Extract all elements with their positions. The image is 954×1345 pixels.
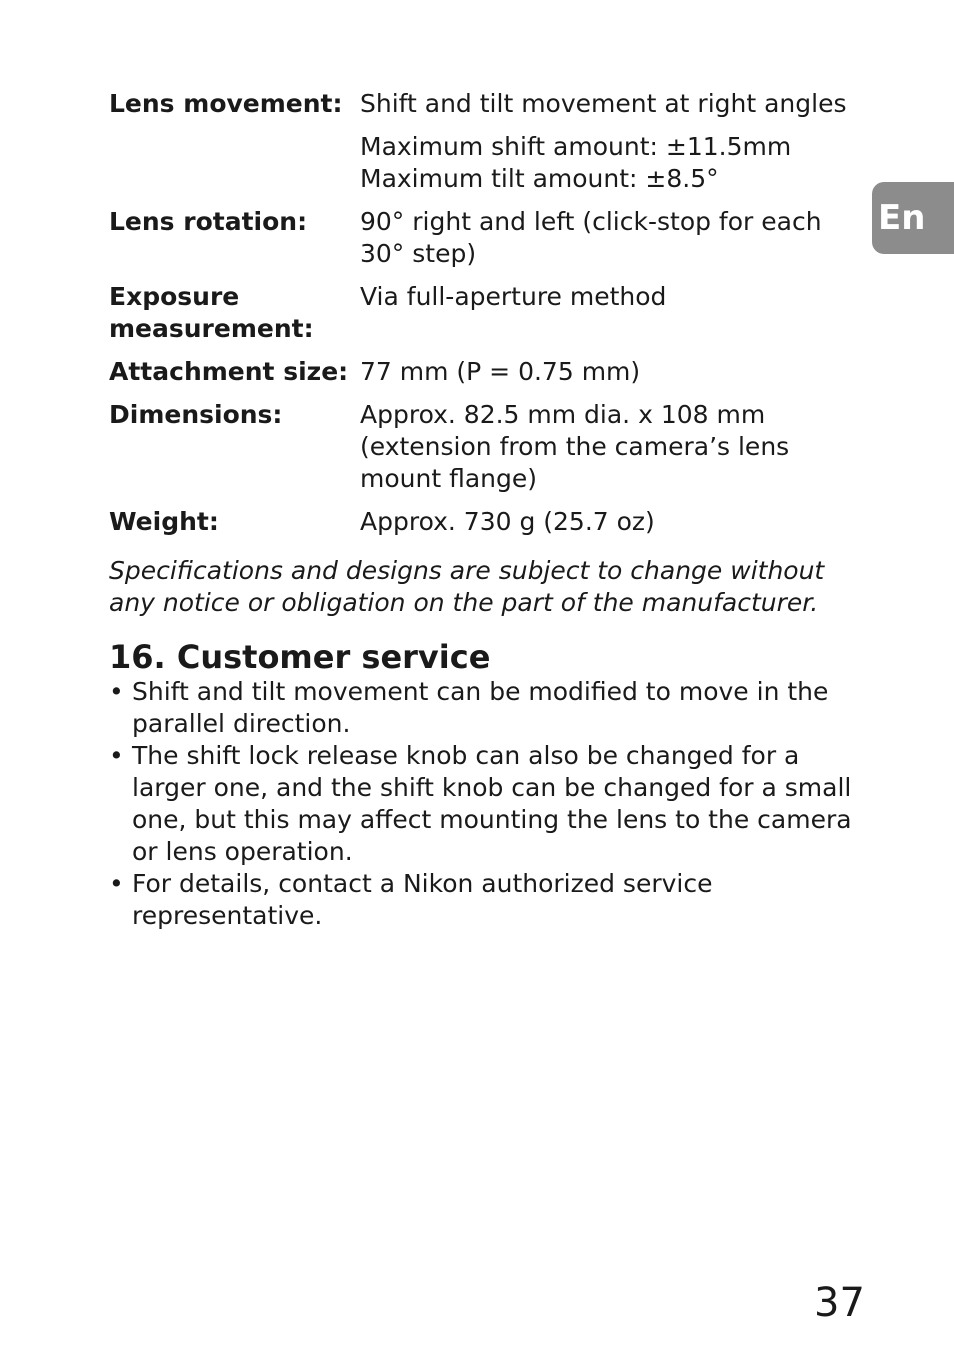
spec-row-lens-movement (109, 88, 849, 206)
language-tab-label: En (878, 198, 926, 238)
spec-value-line: Approx. 730 g (25.7 oz) (360, 507, 655, 536)
spec-value-line: mount flange) (360, 464, 538, 493)
list-item (109, 868, 889, 932)
page-number: 37 (814, 1280, 865, 1326)
spec-value (360, 506, 849, 538)
spec-label-text: Dimensions: (109, 400, 283, 429)
spec-row-attachment-size (109, 356, 849, 399)
spec-row-lens-rotation (109, 206, 849, 281)
list-item-line: Shift and tilt movement can be modified to move in the (132, 677, 829, 706)
section-title: 16. Customer service (109, 638, 491, 676)
list-item-line: The shift lock release knob can also be changed for a (132, 741, 800, 770)
spec-label-text: measurement: (109, 314, 314, 343)
disclaimer-line: any notice or obligation on the part of the manufacturer. (109, 588, 819, 617)
spec-label-text: Weight: (109, 507, 219, 536)
spec-value (360, 399, 849, 506)
spec-value (360, 356, 849, 399)
spec-row-exposure-measurement (109, 281, 849, 356)
spec-label (109, 206, 360, 281)
spec-value-line: Via full-aperture method (360, 282, 667, 311)
spec-value (360, 206, 849, 281)
list-item-line: For details, contact a Nikon authorized service (132, 869, 713, 898)
spec-label-text: Lens rotation: (109, 207, 308, 236)
customer-service-list (109, 676, 889, 932)
spec-label (109, 356, 360, 399)
list-item-line: one, but this may affect mounting the lens to the camera (132, 805, 852, 834)
bullet-icon: • (109, 869, 124, 898)
spec-label (109, 399, 360, 506)
language-tab (872, 182, 954, 254)
spec-value-line: 77 mm (P = 0.75 mm) (360, 357, 641, 386)
bullet-icon: • (109, 741, 124, 770)
spec-value-line: Shift and tilt movement at right angles (360, 89, 847, 118)
spec-value (360, 88, 849, 206)
spec-label-text: Exposure (109, 282, 240, 311)
disclaimer-line: Specifications and designs are subject to change without (109, 556, 825, 585)
spec-label (109, 506, 360, 538)
spec-value-line: (extension from the camera’s lens (360, 432, 790, 461)
spec-row-weight (109, 506, 849, 538)
spec-value-line: 30° step) (360, 239, 477, 268)
specifications-disclaimer (109, 555, 889, 619)
spec-value (360, 281, 849, 356)
list-item (109, 676, 889, 740)
list-item-line: parallel direction. (132, 709, 351, 738)
spec-label (109, 88, 360, 206)
spec-label (109, 281, 360, 356)
spec-row-dimensions (109, 399, 849, 506)
list-item-line: or lens operation. (132, 837, 353, 866)
spec-value-line: Maximum shift amount: ±11.5mm (360, 132, 792, 161)
list-item-line: larger one, and the shift knob can be changed for a small (132, 773, 852, 802)
specifications-table (109, 88, 849, 538)
spec-value-line: Approx. 82.5 mm dia. x 108 mm (360, 400, 766, 429)
spec-value-line: Maximum tilt amount: ±8.5° (360, 164, 719, 193)
spec-label-text: Lens movement: (109, 89, 343, 118)
spec-value-line: 90° right and left (click-stop for each (360, 207, 822, 236)
spec-label-text: Attachment size: (109, 357, 349, 386)
bullet-icon: • (109, 677, 124, 706)
list-item-line: representative. (132, 901, 323, 930)
list-item (109, 740, 889, 868)
